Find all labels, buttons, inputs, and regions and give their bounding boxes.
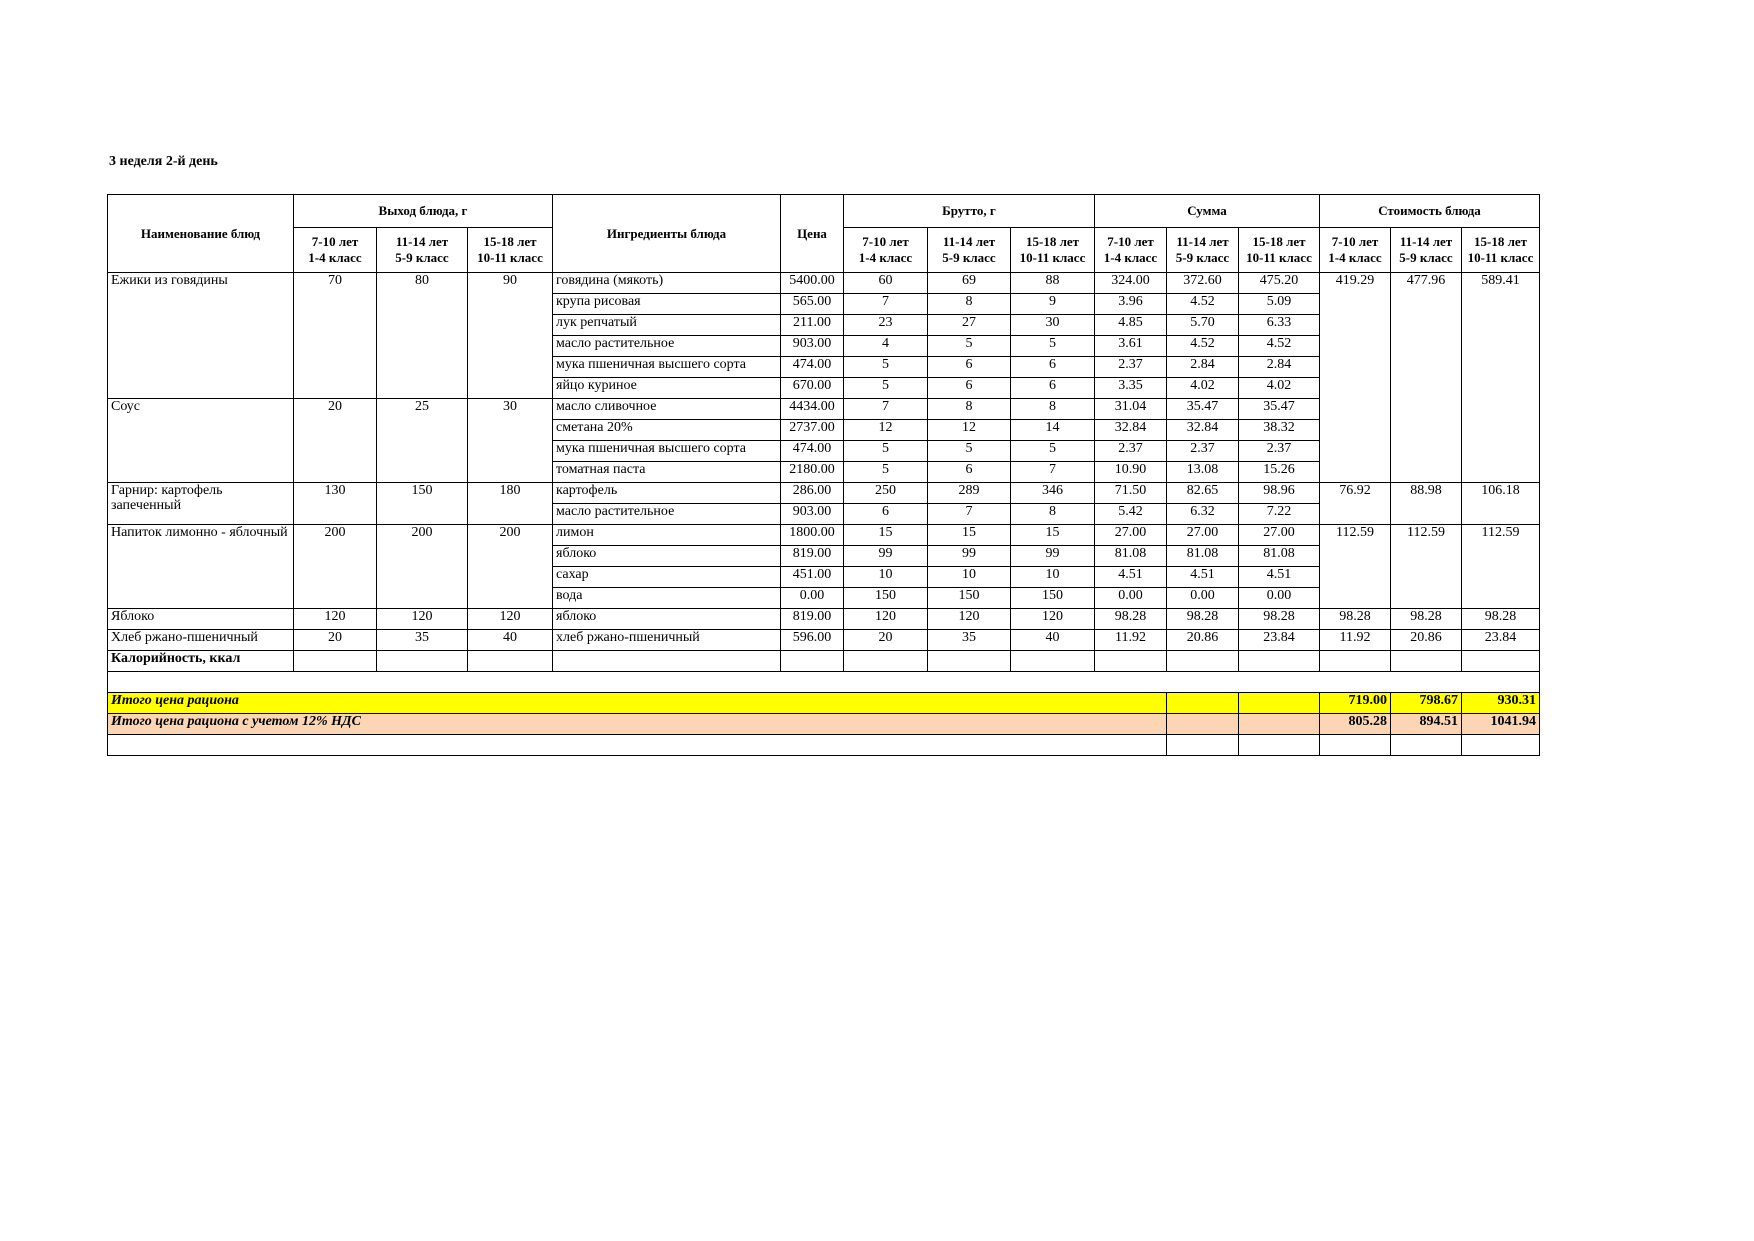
ingredient-name: сахар [553,567,781,588]
ingredient-sum-3: 0.00 [1239,588,1320,609]
ingredient-name: масло растительное [553,336,781,357]
total-label: Итого цена рациона [108,693,1167,714]
ingredient-sum-2: 32.84 [1167,420,1239,441]
ingredient-brutto-2: 10 [928,567,1011,588]
ingredient-brutto-1: 99 [844,546,928,567]
ingredient-brutto-2: 12 [928,420,1011,441]
ingredient-brutto-2: 6 [928,378,1011,399]
dish-output-2: 120 [377,609,468,630]
dish-cost-1: 76.92 [1320,483,1391,525]
dish-name: Соус [108,399,294,483]
ingredient-name: хлеб ржано-пшеничный [553,630,781,651]
ingredient-name: яблоко [553,609,781,630]
tail-cell [1320,735,1391,756]
age-label: 11-14 лет [1399,234,1453,249]
ingredient-price: 670.00 [781,378,844,399]
ingredient-sum-3: 475.20 [1239,273,1320,294]
age-label: 15-18 лет [1025,234,1080,249]
dish-name: Гарнир: картофель запеченный [108,483,294,525]
total-value-3: 1041.94 [1462,714,1540,735]
ingredient-price: 5400.00 [781,273,844,294]
ingredient-sum-2: 2.37 [1167,441,1239,462]
ingredient-brutto-3: 15 [1011,525,1095,546]
header-output: Выход блюда, г [294,195,553,228]
header-price: Цена [781,195,844,273]
ingredient-brutto-1: 15 [844,525,928,546]
age-label: 15-18 лет [483,234,537,249]
age-label: 7-10 лет [862,234,909,249]
ingredient-sum-1: 2.37 [1095,441,1167,462]
dish-cost-3: 98.28 [1462,609,1540,630]
dish-cost-2: 88.98 [1391,483,1462,525]
ingredient-brutto-1: 5 [844,378,928,399]
header-output-age-3 [468,228,553,273]
dish-output-2: 80 [377,273,468,399]
calorie-cell [377,651,468,672]
ingredient-brutto-2: 120 [928,609,1011,630]
ingredient-brutto-1: 60 [844,273,928,294]
ingredient-brutto-3: 5 [1011,336,1095,357]
age-label: 11-14 лет [1176,234,1229,249]
age-label: 15-18 лет [1473,234,1528,249]
ingredient-sum-3: 98.96 [1239,483,1320,504]
ingredient-sum-3: 38.32 [1239,420,1320,441]
class-label: 10-11 класс [1467,250,1534,265]
ingredient-price: 4434.00 [781,399,844,420]
ingredient-sum-1: 2.37 [1095,357,1167,378]
ingredient-sum-3: 4.02 [1239,378,1320,399]
ingredient-brutto-2: 8 [928,399,1011,420]
ingredient-name: крупа рисовая [553,294,781,315]
ingredient-sum-2: 6.32 [1167,504,1239,525]
ingredient-brutto-2: 150 [928,588,1011,609]
calorie-cell [1239,651,1320,672]
ingredient-sum-2: 35.47 [1167,399,1239,420]
ingredient-brutto-3: 8 [1011,504,1095,525]
ingredient-brutto-2: 7 [928,504,1011,525]
tail-cell [1462,735,1540,756]
calorie-cell [781,651,844,672]
ingredient-price: 474.00 [781,357,844,378]
ingredient-brutto-2: 5 [928,336,1011,357]
ingredient-sum-1: 10.90 [1095,462,1167,483]
ingredient-sum-3: 4.51 [1239,567,1320,588]
ingredient-name: лук репчатый [553,315,781,336]
total-label: Итого цена рациона с учетом 12% НДС [108,714,1167,735]
ingredient-brutto-2: 5 [928,441,1011,462]
ingredient-brutto-1: 7 [844,399,928,420]
table-row [108,609,1540,630]
ingredient-brutto-2: 69 [928,273,1011,294]
ingredient-sum-1: 4.85 [1095,315,1167,336]
ingredient-brutto-3: 10 [1011,567,1095,588]
total-value-1: 719.00 [1320,693,1391,714]
header-sum-age-2 [1167,228,1239,273]
blank-cell [108,672,1540,693]
total-value-2: 798.67 [1391,693,1462,714]
ingredient-sum-1: 5.42 [1095,504,1167,525]
header-brutto-age-3 [1011,228,1095,273]
dish-output-3: 180 [468,483,553,525]
ingredient-brutto-3: 40 [1011,630,1095,651]
ingredient-brutto-2: 8 [928,294,1011,315]
ingredient-price: 903.00 [781,504,844,525]
dish-output-2: 150 [377,483,468,525]
tail-cell [1167,735,1239,756]
ingredient-brutto-1: 20 [844,630,928,651]
page-title: 3 неделя 2-й день [109,154,218,169]
ingredient-sum-2: 0.00 [1167,588,1239,609]
ingredient-sum-3: 5.09 [1239,294,1320,315]
calorie-cell [553,651,781,672]
header-cost-age-1 [1320,228,1391,273]
ingredient-name: томатная паста [553,462,781,483]
ingredient-price: 0.00 [781,588,844,609]
ingredient-sum-1: 27.00 [1095,525,1167,546]
ingredient-brutto-3: 7 [1011,462,1095,483]
ingredient-sum-2: 82.65 [1167,483,1239,504]
age-label: 11-14 лет [395,234,449,249]
ingredient-sum-2: 372.60 [1167,273,1239,294]
header-cost: Стоимость блюда [1320,195,1540,228]
dish-name: Хлеб ржано-пшеничный [108,630,294,651]
calorie-cell [294,651,377,672]
ingredient-sum-2: 4.52 [1167,294,1239,315]
ingredient-brutto-1: 5 [844,357,928,378]
ingredient-price: 211.00 [781,315,844,336]
ingredient-brutto-3: 9 [1011,294,1095,315]
ingredient-name: сметана 20% [553,420,781,441]
class-label: 5-9 класс [942,250,996,265]
ingredient-sum-2: 5.70 [1167,315,1239,336]
ingredient-sum-2: 20.86 [1167,630,1239,651]
dish-output-3: 200 [468,525,553,609]
dish-cost-3: 23.84 [1462,630,1540,651]
age-label: 11-14 лет [942,234,996,249]
class-label: 5-9 класс [395,250,449,265]
ingredient-sum-2: 2.84 [1167,357,1239,378]
header-sum-age-3 [1239,228,1320,273]
tail-cell [1239,735,1320,756]
class-label: 1-4 класс [858,250,913,265]
ingredient-sum-2: 81.08 [1167,546,1239,567]
ingredient-price: 903.00 [781,336,844,357]
ingredient-brutto-1: 23 [844,315,928,336]
ingredient-brutto-1: 10 [844,567,928,588]
dish-cost-1: 112.59 [1320,525,1391,609]
dish-output-3: 90 [468,273,553,399]
total-empty [1239,693,1320,714]
ingredient-price: 474.00 [781,441,844,462]
ingredient-sum-3: 98.28 [1239,609,1320,630]
calorie-cell [1320,651,1391,672]
tail-cell [1391,735,1462,756]
ingredient-name: говядина (мякоть) [553,273,781,294]
ingredient-brutto-3: 8 [1011,399,1095,420]
calorie-cell [1167,651,1239,672]
dish-cost-1: 419.29 [1320,273,1391,483]
dish-cost-2: 112.59 [1391,525,1462,609]
tail-cell [108,735,1167,756]
dish-cost-1: 98.28 [1320,609,1391,630]
total-empty [1167,693,1239,714]
ingredient-brutto-1: 7 [844,294,928,315]
ingredient-price: 451.00 [781,567,844,588]
age-label: 15-18 лет [1252,234,1306,249]
calorie-cell [1462,651,1540,672]
ingredient-price: 819.00 [781,546,844,567]
ingredient-sum-2: 4.52 [1167,336,1239,357]
table-row [108,273,1540,294]
ingredient-sum-2: 27.00 [1167,525,1239,546]
header-sum: Сумма [1095,195,1320,228]
ingredient-brutto-3: 120 [1011,609,1095,630]
ingredient-sum-2: 13.08 [1167,462,1239,483]
ingredient-price: 596.00 [781,630,844,651]
header-dish-name: Наименование блюд [108,195,294,273]
header-brutto-age-2 [928,228,1011,273]
dish-output-3: 120 [468,609,553,630]
dish-name: Ежики из говядины [108,273,294,399]
header-brutto-age-1 [844,228,928,273]
total-value-2: 894.51 [1391,714,1462,735]
total-empty [1167,714,1239,735]
header-output-age-2 [377,228,468,273]
ingredient-brutto-1: 6 [844,504,928,525]
ingredient-brutto-2: 27 [928,315,1011,336]
table-row [108,525,1540,546]
ingredient-sum-1: 0.00 [1095,588,1167,609]
ingredient-price: 286.00 [781,483,844,504]
ingredient-sum-1: 4.51 [1095,567,1167,588]
ingredient-sum-3: 2.37 [1239,441,1320,462]
ingredient-sum-3: 15.26 [1239,462,1320,483]
calorie-cell [1011,651,1095,672]
ingredient-brutto-3: 30 [1011,315,1095,336]
ingredient-sum-1: 324.00 [1095,273,1167,294]
ingredient-sum-3: 23.84 [1239,630,1320,651]
ingredient-sum-1: 81.08 [1095,546,1167,567]
total-empty [1239,714,1320,735]
class-label: 1-4 класс [1328,250,1382,265]
ingredient-brutto-3: 346 [1011,483,1095,504]
ingredient-sum-1: 71.50 [1095,483,1167,504]
ingredient-brutto-2: 289 [928,483,1011,504]
age-label: 7-10 лет [1331,234,1379,249]
ingredient-sum-3: 35.47 [1239,399,1320,420]
menu-table [107,194,1540,756]
class-label: 5-9 класс [1399,250,1453,265]
ingredient-sum-3: 7.22 [1239,504,1320,525]
dish-output-1: 130 [294,483,377,525]
ingredient-sum-1: 31.04 [1095,399,1167,420]
total-value-1: 805.28 [1320,714,1391,735]
ingredient-sum-3: 2.84 [1239,357,1320,378]
ingredient-name: яйцо куриное [553,378,781,399]
age-label: 7-10 лет [1107,234,1154,249]
total-value-3: 930.31 [1462,693,1540,714]
ingredient-sum-1: 3.35 [1095,378,1167,399]
ingredient-price: 2180.00 [781,462,844,483]
class-label: 10-11 класс [477,250,543,265]
calorie-cell [844,651,928,672]
calorie-cell [1391,651,1462,672]
dish-output-2: 200 [377,525,468,609]
dish-output-2: 25 [377,399,468,483]
header-output-age-1 [294,228,377,273]
dish-output-2: 35 [377,630,468,651]
ingredient-brutto-1: 5 [844,462,928,483]
dish-name: Напиток лимонно - яблочный [108,525,294,609]
table-row [108,630,1540,651]
class-label: 1-4 класс [1103,250,1158,265]
ingredient-sum-2: 98.28 [1167,609,1239,630]
ingredient-brutto-3: 150 [1011,588,1095,609]
ingredient-name: картофель [553,483,781,504]
ingredient-name: мука пшеничная высшего сорта [553,441,781,462]
dish-output-3: 40 [468,630,553,651]
dish-output-1: 70 [294,273,377,399]
ingredient-sum-3: 4.52 [1239,336,1320,357]
ingredient-brutto-2: 6 [928,462,1011,483]
ingredient-brutto-2: 99 [928,546,1011,567]
table-body [108,273,1540,756]
ingredient-name: вода [553,588,781,609]
dish-cost-2: 98.28 [1391,609,1462,630]
class-label: 10-11 класс [1246,250,1312,265]
header-brutto: Брутто, г [844,195,1095,228]
ingredient-price: 565.00 [781,294,844,315]
header-cost-age-3 [1462,228,1540,273]
dish-output-1: 20 [294,630,377,651]
ingredient-name: масло растительное [553,504,781,525]
ingredient-price: 1800.00 [781,525,844,546]
ingredient-brutto-1: 120 [844,609,928,630]
calorie-cell [468,651,553,672]
calorie-cell [928,651,1011,672]
ingredient-sum-2: 4.02 [1167,378,1239,399]
class-label: 5-9 класс [1175,250,1230,265]
dish-output-1: 200 [294,525,377,609]
ingredient-sum-1: 3.61 [1095,336,1167,357]
class-label: 10-11 класс [1019,250,1086,265]
ingredient-sum-1: 11.92 [1095,630,1167,651]
dish-output-1: 20 [294,399,377,483]
total-row-2 [108,714,1540,735]
age-label: 7-10 лет [311,234,359,249]
header-sum-age-1 [1095,228,1167,273]
ingredient-brutto-3: 88 [1011,273,1095,294]
dish-cost-2: 477.96 [1391,273,1462,483]
dish-name: Яблоко [108,609,294,630]
ingredient-sum-1: 32.84 [1095,420,1167,441]
ingredient-brutto-1: 5 [844,441,928,462]
ingredient-name: мука пшеничная высшего сорта [553,357,781,378]
ingredient-name: яблоко [553,546,781,567]
dish-cost-3: 106.18 [1462,483,1540,525]
ingredient-brutto-3: 6 [1011,357,1095,378]
dish-cost-1: 11.92 [1320,630,1391,651]
ingredient-brutto-1: 150 [844,588,928,609]
calorie-label: Калорийность, ккал [108,651,294,672]
dish-cost-2: 20.86 [1391,630,1462,651]
tail-row [108,735,1540,756]
ingredient-brutto-1: 4 [844,336,928,357]
blank-row [108,672,1540,693]
dish-cost-3: 112.59 [1462,525,1540,609]
calorie-row [108,651,1540,672]
ingredient-name: лимон [553,525,781,546]
ingredient-brutto-2: 35 [928,630,1011,651]
ingredient-sum-3: 81.08 [1239,546,1320,567]
ingredient-brutto-1: 250 [844,483,928,504]
table-row [108,483,1540,504]
dish-output-3: 30 [468,399,553,483]
ingredient-sum-2: 4.51 [1167,567,1239,588]
ingredient-brutto-2: 6 [928,357,1011,378]
ingredient-sum-3: 27.00 [1239,525,1320,546]
dish-cost-3: 589.41 [1462,273,1540,483]
header-ingredients: Ингредиенты блюда [553,195,781,273]
ingredient-price: 819.00 [781,609,844,630]
ingredient-brutto-3: 99 [1011,546,1095,567]
ingredient-brutto-1: 12 [844,420,928,441]
ingredient-price: 2737.00 [781,420,844,441]
ingredient-sum-1: 98.28 [1095,609,1167,630]
calorie-cell [1095,651,1167,672]
class-label: 1-4 класс [308,250,362,265]
ingredient-brutto-3: 6 [1011,378,1095,399]
ingredient-sum-3: 6.33 [1239,315,1320,336]
dish-output-1: 120 [294,609,377,630]
ingredient-brutto-3: 5 [1011,441,1095,462]
ingredient-brutto-3: 14 [1011,420,1095,441]
header-cost-age-2 [1391,228,1462,273]
total-row-1 [108,693,1540,714]
ingredient-name: масло сливочное [553,399,781,420]
ingredient-brutto-2: 15 [928,525,1011,546]
ingredient-sum-1: 3.96 [1095,294,1167,315]
